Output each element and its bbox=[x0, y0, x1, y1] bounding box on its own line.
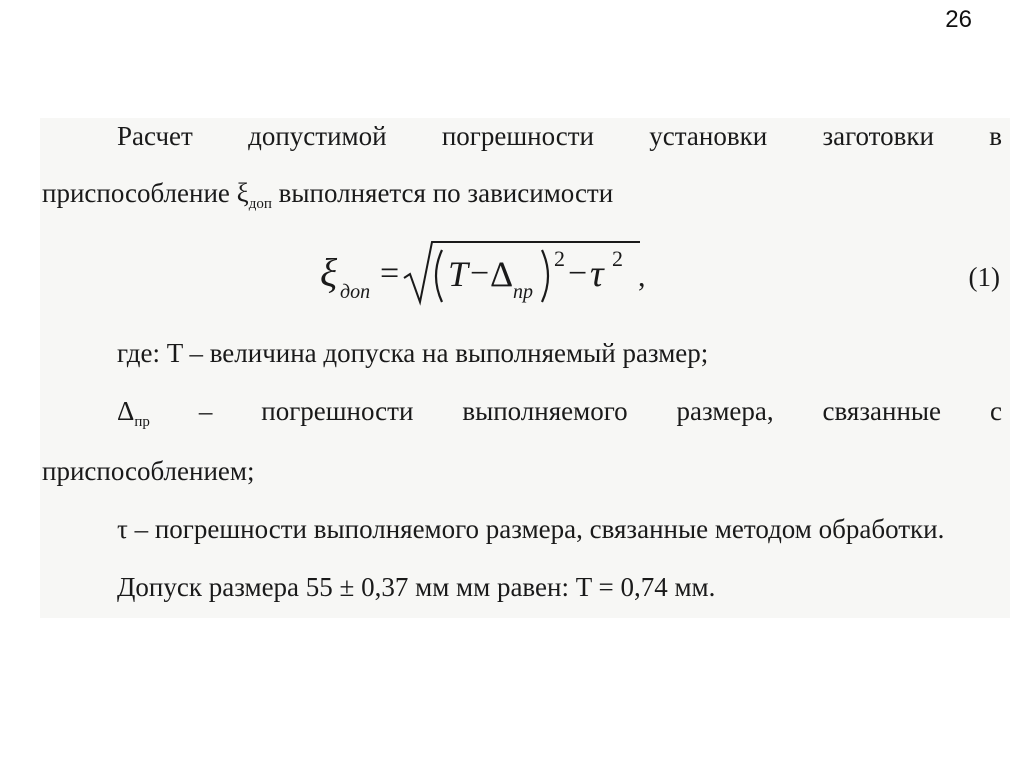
word: связанные bbox=[822, 396, 942, 426]
paragraph-4-text: τ – погрешности выполняемого размера, связанные методом обработки. bbox=[117, 514, 945, 544]
right-paren bbox=[542, 250, 548, 302]
equation-number: (1) bbox=[968, 262, 1000, 292]
text-suffix: выполняется по зависимости bbox=[271, 178, 614, 208]
word: с bbox=[989, 396, 1002, 426]
formula-minus: − bbox=[470, 255, 490, 292]
paragraph-5 bbox=[42, 574, 1002, 601]
formula-delta-subscript: пр bbox=[513, 281, 533, 303]
word: выполняемого bbox=[462, 396, 628, 426]
paragraph-2-text: где: T – величина допуска на выполняемый размер; bbox=[117, 338, 709, 368]
word: размера, bbox=[676, 396, 774, 426]
formula-exponent-1: 2 bbox=[554, 246, 565, 271]
word: погрешности bbox=[261, 396, 414, 426]
word: погрешности bbox=[441, 121, 594, 151]
paragraph-4 bbox=[42, 516, 1002, 543]
formula-xi: ξ bbox=[320, 250, 338, 295]
delta-term bbox=[117, 398, 150, 430]
formula-equals: = bbox=[380, 255, 400, 292]
formula-tau: τ bbox=[590, 253, 604, 295]
left-paren bbox=[436, 250, 442, 302]
word: заготовки bbox=[822, 121, 934, 151]
word: допустимой bbox=[248, 121, 387, 151]
paragraph-5-text: Допуск размера 55 ± 0,37 мм мм равен: T = 0,74 мм. bbox=[117, 572, 716, 602]
word: Расчет bbox=[117, 121, 193, 151]
page-number: 26 bbox=[945, 6, 972, 33]
word: – bbox=[198, 396, 213, 426]
paragraph-3-line-2 bbox=[42, 458, 1002, 485]
formula-minus-2: − bbox=[568, 255, 588, 292]
delta-symbol: Δ bbox=[117, 396, 135, 426]
formula bbox=[320, 238, 660, 308]
formula-delta: Δ bbox=[490, 254, 514, 294]
formula-comma: , bbox=[638, 260, 646, 293]
paragraph-2 bbox=[42, 340, 1002, 367]
text-prefix: приспособление bbox=[42, 178, 237, 208]
xi-subscript: доп bbox=[248, 196, 272, 212]
word: установки bbox=[649, 121, 768, 151]
paragraph-1-line-2 bbox=[42, 180, 1002, 212]
paragraph-3-line-1 bbox=[42, 398, 1002, 430]
delta-subscript: пр bbox=[134, 414, 150, 430]
formula-xi-subscript: доп bbox=[340, 281, 371, 303]
word: в bbox=[989, 121, 1002, 151]
formula-T: T bbox=[448, 254, 469, 294]
formula-exponent-2: 2 bbox=[612, 246, 623, 271]
paragraph-1-line-1 bbox=[42, 123, 1002, 150]
paragraph-3-line-2-text: приспособлением; bbox=[42, 456, 255, 486]
xi-symbol: ξ bbox=[236, 178, 249, 208]
